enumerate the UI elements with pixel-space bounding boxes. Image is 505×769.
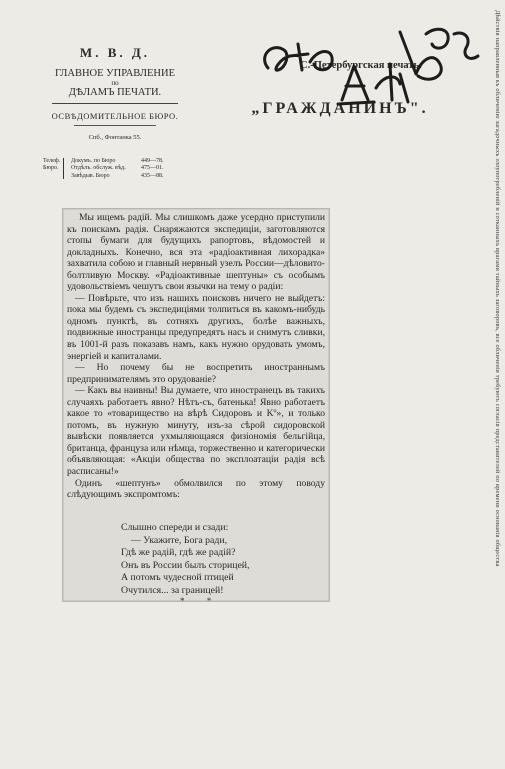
- clipping-paragraph: Одинъ «шептунъ» обмолвился по этому поводу слѣдующимъ экспромтомъ:: [67, 477, 325, 501]
- directorate-po: по: [111, 79, 119, 87]
- handwritten-signature: [250, 4, 490, 116]
- poem-line: — Укажите, Бога ради,: [131, 534, 228, 546]
- clipping-paragraph: — Повѣрьте, что изъ нашихъ поисковъ ничего не выйдетъ: пока мы будемъ съ экспедиціями толпиться въ какомъ-нибудь одномъ пунктѣ, въ сотняхъ другихъ, болѣе важныхъ, подвижные иностранцы предупредятъ насъ и снимутъ сливки, въ 1001-й разъ показавъ намъ, какъ нужно орудовать умомъ, энергіей и капиталами.: [67, 292, 325, 362]
- poem-line: Гдѣ же радій, гдѣ же радій?: [121, 547, 236, 558]
- poem-line: Слышно спереди и сзади:: [121, 522, 229, 533]
- section-title: С.-Петербургская печать.: [300, 60, 422, 71]
- newspaper-clipping: [62, 208, 330, 602]
- clipping-paragraph: Мы ищемъ радій. Мы слишкомъ даже усердно приступили къ поискамъ радія. Снаряжаются экспедиціи, заготовляются стопы бумаги для будущихъ рапортовъ, вѣдомостей и докладныхъ. Конечно, вся эта «радіоактивная лихорадка» захватила собою и главный нервный узелъ России—дѣловито-болтливую Москву. «Радіоактивные шептуны» съ особымъ удовольствіемъ чешутъ свои язычки на тему о радіи:: [67, 212, 325, 293]
- phone-row-label: Отдѣлъ. обслуж. вѣд.: [71, 165, 126, 172]
- phone-row-number: 449—78.: [141, 158, 164, 164]
- poem-line: Онъ въ России былъ сторицей,: [121, 559, 250, 571]
- phone-row: [71, 173, 201, 180]
- header-divider: [52, 103, 178, 104]
- phone-row-label: Завѣдыв. Бюро: [71, 172, 110, 179]
- phone-list: [71, 158, 201, 180]
- poem-line: А потомъ чудесной птицей: [121, 572, 234, 583]
- clipping-end-mark: * *: [180, 596, 222, 606]
- side-note-text: Дѣйствія направленныя къ обличенію загадочныхъ злоупотребленій и сотканныхъ врагами тайныхъ заговоровъ, все обличенія требуютъ согласія представителей по времени основанія общества: [494, 10, 501, 567]
- newspaper-title: „ГРАЖДАНИНЪ".: [251, 100, 429, 117]
- directorate-line2: ДѢЛАМЪ ПЕЧАТИ.: [68, 87, 162, 98]
- ministry-header: [40, 45, 190, 141]
- poem-line: Очутился... за границей!: [121, 584, 224, 596]
- clipping-paragraph: — Но почему бы не воспретить иностраннымъ предпринимателямъ это орудованіе?: [67, 362, 325, 385]
- ministry-title: М. В. Д.: [79, 45, 151, 60]
- header-divider-2: [74, 125, 156, 126]
- clipping-paragraph: — Какъ вы наивны! Вы думаете, что иностранецъ въ такихъ случаяхъ работаетъ явно? Нѣтъ-съ, батенька! Явно работаетъ какое то «товарищество на вѣрѣ Сидоровъ и Kº», и только потомъ, въ нужную минуту, изъ-за сѣрой сидоровской вывѣски появляется ухмыляющаяся физіономія бельгійца, британца, француза или нѣмца, торжественно и категорически объявляющая: «Акціи общества по эксплоатаціи радія всѣ расписаны!»: [67, 385, 325, 478]
- phone-row-number: 475—01.: [141, 165, 164, 172]
- phone-row-number: 435—88.: [141, 172, 164, 179]
- phone-label: Телеф. Бюро.: [43, 158, 61, 172]
- phone-row-label: Докумъ. по Бюро: [71, 158, 116, 164]
- poem: [63, 522, 329, 597]
- phone-bracket: [63, 158, 67, 179]
- clipping-text: [67, 212, 325, 501]
- phone-row: [71, 165, 201, 172]
- side-note: [481, 10, 503, 755]
- bureau-title: ОСВѢДОМИТЕЛЬНОЕ БЮРО.: [51, 111, 179, 121]
- directorate-line1: ГЛАВНОЕ УПРАВЛЕНИЕ: [54, 68, 175, 79]
- bureau-address: Спб., Фонтанка 55.: [88, 134, 142, 141]
